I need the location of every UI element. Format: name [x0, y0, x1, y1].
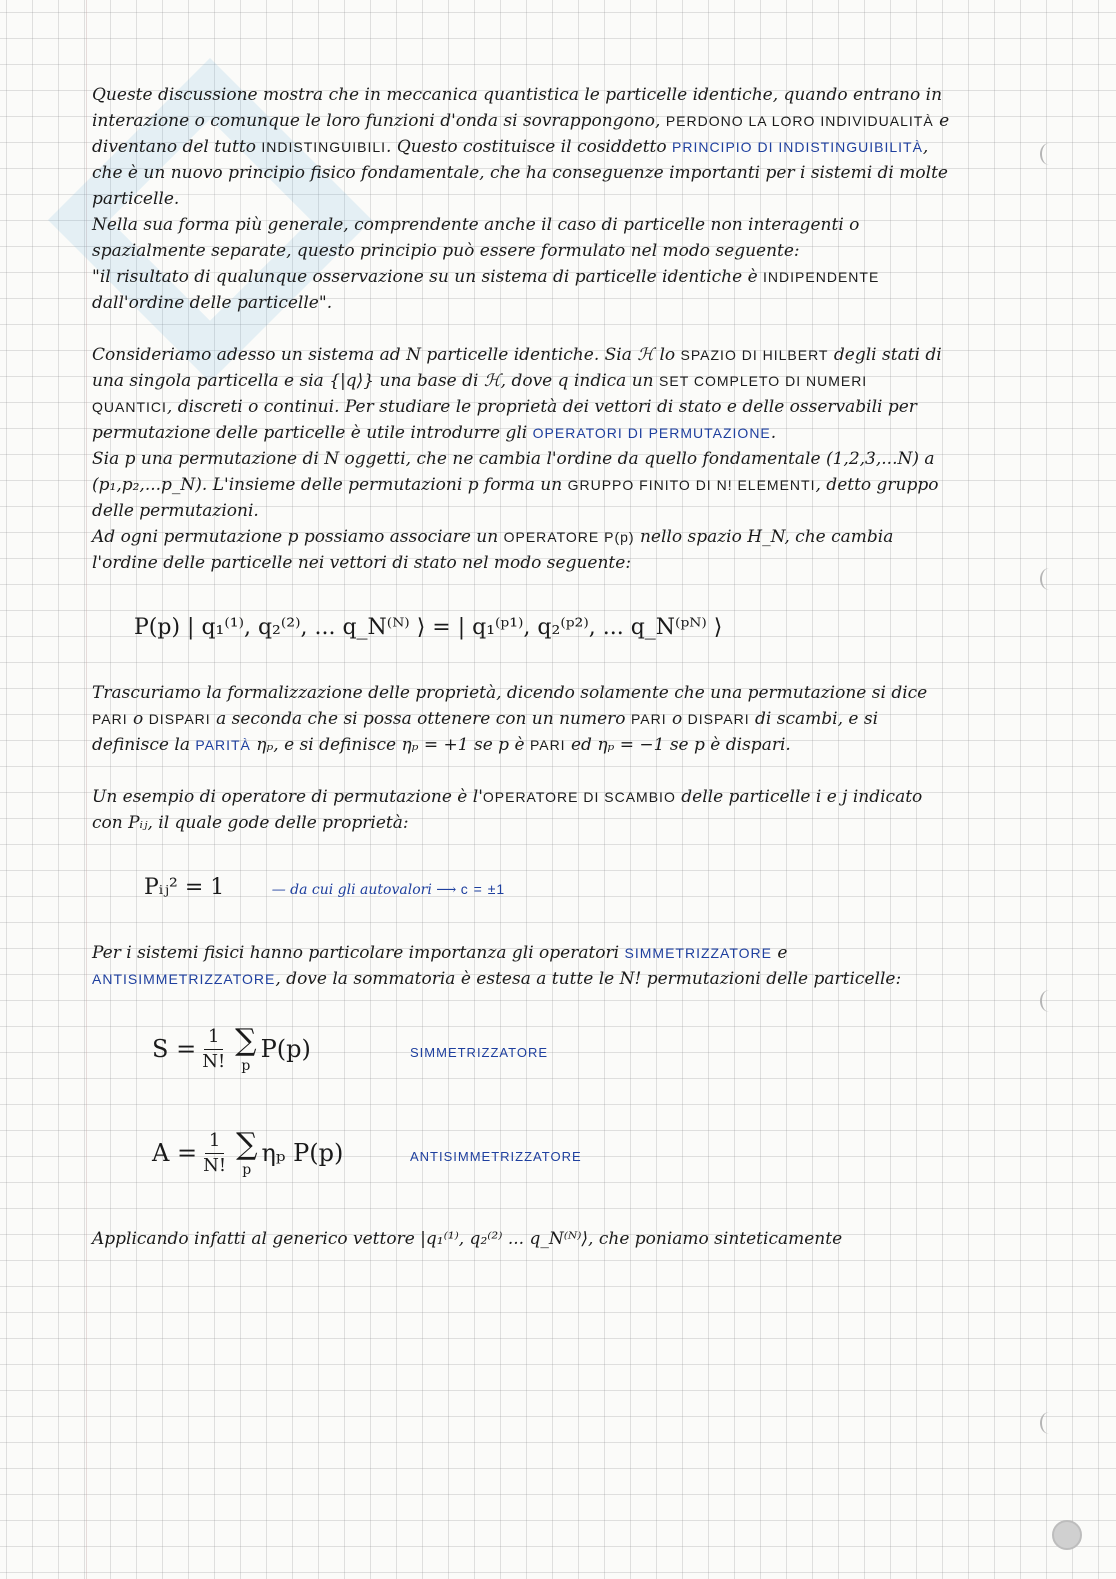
exchange-formula	[92, 862, 950, 914]
text: Ad ogni permutazione p possiamo associare un	[92, 527, 504, 547]
keyword-highlight: PARITÀ	[195, 737, 251, 753]
keyword: DISPARI	[687, 711, 750, 727]
keyword: GRUPPO FINITO DI N! ELEMENTI	[567, 477, 816, 493]
keyword: OPERATORE P(p)	[503, 529, 635, 545]
text: Un esempio di operatore di permutazione è l'	[92, 787, 483, 807]
summation-term: ηₚ P(p)	[261, 1139, 344, 1167]
keyword: INDIPENDENTE	[763, 269, 880, 285]
text: a seconda che si possa ottenere con un numero	[210, 709, 631, 729]
antisymmetrizer-label: ANTISIMMETRIZZATORE	[410, 1149, 582, 1164]
quote-text: "il risultato di qualunque osservazione su un sistema di particelle identiche è	[92, 267, 764, 287]
binder-hole	[1040, 143, 1058, 165]
paragraph-exchange-operator	[92, 784, 950, 836]
keyword-highlight: SIMMETRIZZATORE	[624, 945, 772, 961]
summation-index: p	[242, 1162, 252, 1178]
keyword: PARI	[92, 711, 128, 727]
text: degli stati di una singola particella e sia {|q⟩} una base di ℋ, dove q indica un	[92, 345, 942, 391]
spacer	[92, 576, 950, 602]
text: di scambi, e si definisce la	[92, 709, 879, 755]
text: Sia p una permutazione di N oggetti, che ne cambia l'ordine da quello fondamentale (1,2,3,...N) a (p₁,p₂,...p_N). L'insieme delle permutazioni p forma un	[92, 449, 935, 495]
spacer	[92, 914, 950, 940]
summation	[235, 1024, 256, 1074]
paragraph-hilbert-space	[92, 342, 950, 446]
fraction-denominator: N!	[203, 1154, 227, 1176]
text: e diventano del tutto	[92, 111, 950, 157]
symmetrizer-formula	[92, 1018, 950, 1122]
text: , detto gruppo delle permutazioni.	[92, 475, 939, 521]
antisymmetrizer-formula	[92, 1122, 950, 1226]
binder-hole	[1040, 1412, 1058, 1434]
spacer	[92, 992, 950, 1018]
symmetrizer-label: SIMMETRIZZATORE	[410, 1045, 549, 1060]
summation-index: p	[241, 1058, 251, 1074]
summation	[236, 1128, 257, 1178]
text: Consideriamo adesso un sistema ad N particelle identiche. Sia ℋ lo	[92, 345, 681, 365]
spacer	[92, 316, 950, 342]
binder-hole	[1040, 990, 1058, 1012]
text: Queste discussione mostra che in meccanica quantistica le particelle identiche, quando entrano in interazione o comunque le loro funzioni d'onda si sovrappongono,	[92, 85, 943, 131]
spacer	[92, 836, 950, 862]
text: Trascuriamo la formalizzazione delle proprietà, dicendo solamente che una permutazione si dice	[92, 683, 928, 703]
spacer	[92, 758, 950, 784]
keyword: PERDONO LA LORO INDIVIDUALITÀ	[665, 113, 934, 129]
handwritten-notes	[92, 82, 950, 1252]
keyword-highlight: PRINCIPIO DI INDISTINGUIBILITÀ	[672, 139, 923, 155]
fraction-denominator: N!	[202, 1050, 226, 1072]
paragraph-indistinguishability	[92, 82, 950, 212]
paragraph-parity	[92, 680, 950, 758]
paragraph-applying	[92, 1226, 950, 1252]
fraction-numerator: 1	[205, 1129, 224, 1154]
permutation-formula: P(p) | q₁⁽¹⁾, q₂⁽²⁾, ... q_N⁽ᴺ⁾ ⟩ = | q₁⁽ᵖ¹⁾, q₂⁽ᵖ²⁾, ... q_N⁽ᵖᴺ⁾ ⟩	[134, 615, 723, 640]
page-corner-dot	[1052, 1520, 1082, 1550]
text: , discreti o continui. Per studiare le proprietà dei vettori di stato e delle osservabili per permutazione delle particelle è utile introdurre gli	[92, 397, 917, 443]
text: o	[127, 709, 149, 729]
spacer	[92, 654, 950, 680]
keyword: OPERATORE DI SCAMBIO	[482, 789, 676, 805]
keyword: DISPARI	[148, 711, 211, 727]
fraction-numerator: 1	[204, 1025, 223, 1050]
text: Applicando infatti al generico vettore |q₁⁽¹⁾, q₂⁽²⁾ ... q_N⁽ᴺ⁾⟩, che poniamo sinteticamente	[92, 1229, 843, 1249]
summation-term: P(p)	[260, 1035, 311, 1063]
keyword-highlight: ANTISIMMETRIZZATORE	[92, 971, 276, 987]
paragraph-symmetrizer	[92, 940, 950, 992]
keyword: SPAZIO DI HILBERT	[680, 347, 829, 363]
text: Per i sistemi fisici hanno particolare importanza gli operatori	[92, 943, 625, 963]
exchange-formula-lhs: Pᵢⱼ² = 1	[144, 875, 225, 900]
sigma-symbol: ∑	[236, 1127, 258, 1162]
formula-lhs: S =	[152, 1035, 197, 1063]
formula-lhs: A =	[152, 1139, 198, 1167]
eigenvalue-note	[272, 882, 506, 898]
text: delle particelle i e j indicato con Pᵢⱼ, il quale gode delle proprietà:	[92, 787, 923, 833]
symmetrizer-expression	[152, 1024, 311, 1074]
sigma-symbol: ∑	[235, 1023, 257, 1058]
fraction	[203, 1129, 226, 1178]
quote-text: dall'ordine delle particelle".	[92, 293, 333, 313]
fraction	[202, 1025, 225, 1074]
paragraph-permutation-group	[92, 446, 950, 524]
paragraph-general-form	[92, 212, 950, 316]
binder-hole	[1040, 568, 1058, 590]
text: ηₚ, e si definisce ηₚ = +1 se p è	[250, 735, 530, 755]
text: ed ηₚ = −1 se p è dispari.	[565, 735, 791, 755]
keyword: PARI	[630, 711, 667, 727]
keyword: INDISTINGUIBILI	[261, 139, 387, 155]
eigenvalue-note-text: — da cui gli autovalori ⟶	[271, 882, 457, 898]
keyword: SET COMPLETO DI NUMERI QUANTICI	[92, 373, 868, 415]
text: . Questo costituisce il cosiddetto	[386, 137, 672, 157]
text: , che è un nuovo principio fisico fondamentale, che ha conseguenze importanti per i sistemi di molte particelle.	[92, 137, 948, 209]
keyword-highlight: OPERATORI DI PERMUTAZIONE	[532, 425, 771, 441]
text: e	[772, 943, 788, 963]
antisymmetrizer-expression	[152, 1128, 343, 1178]
text: o	[666, 709, 688, 729]
eigenvalue-result: c = ±1	[460, 881, 506, 897]
keyword: PARI	[529, 737, 566, 753]
text: .	[770, 423, 777, 443]
text: , dove la sommatoria è estesa a tutte le N! permutazioni delle particelle:	[275, 969, 902, 989]
text: Nella sua forma più generale, comprendente anche il caso di particelle non interagenti o spazialmente separate, questo principio può essere formulato nel modo seguente:	[92, 215, 860, 261]
text: nello spazio H_N, che cambia l'ordine delle particelle nei vettori di stato nel modo seguente:	[92, 527, 894, 573]
paragraph-permutation-operator	[92, 524, 950, 576]
